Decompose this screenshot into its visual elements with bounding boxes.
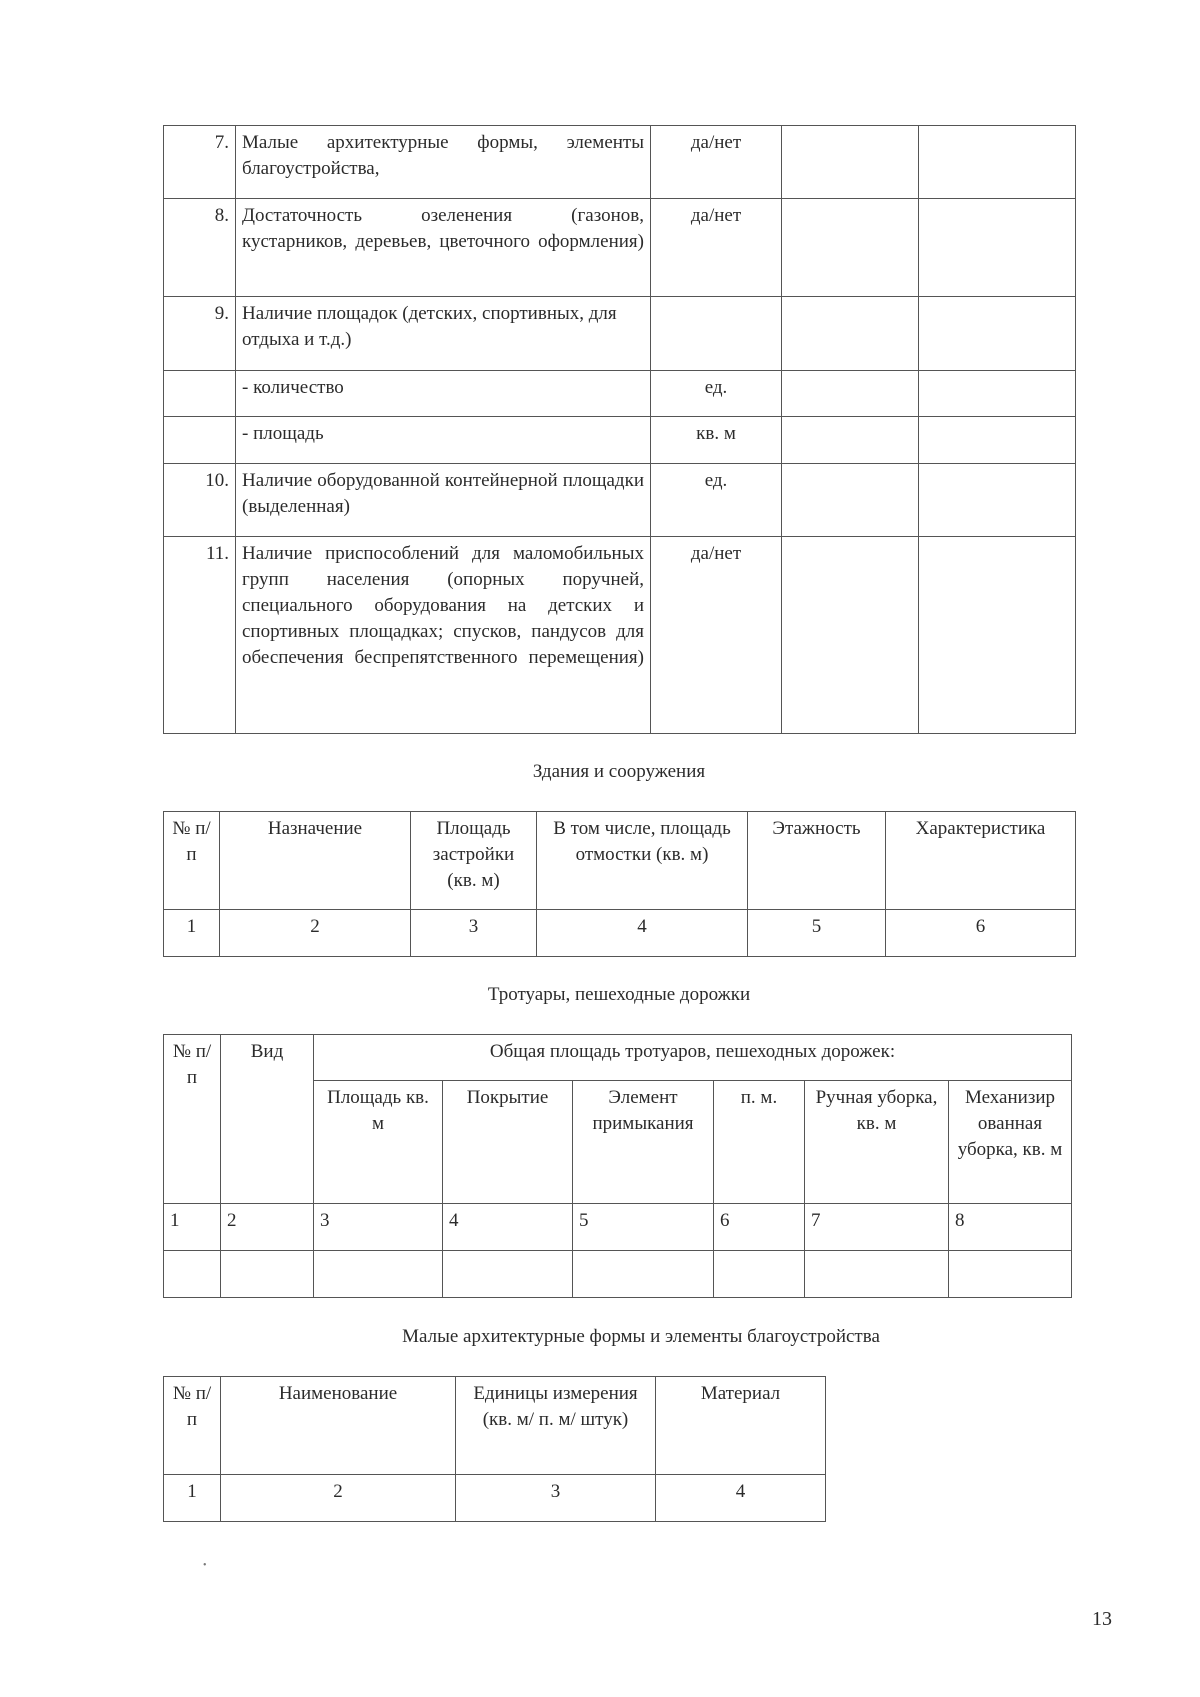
col-header: Вид [221,1035,314,1204]
empty-cell [782,297,919,371]
table-header-row [164,812,1076,910]
row-text: Наличие площадок (детских, спортивных, для отдыха и т.д.) [236,297,651,371]
col-number: 4 [443,1204,573,1251]
col-number: 6 [714,1204,805,1251]
table-row [164,199,1076,297]
col-header: Площадь застройки (кв. м) [411,812,537,910]
empty-cell [164,1251,221,1298]
empty-cell [919,537,1076,734]
empty-cell [782,464,919,537]
empty-cell [782,199,919,297]
col-number: 7 [805,1204,949,1251]
row-text: Наличие приспособлений для маломобильных групп населения (опорных поручней, специального оборудования на детских и спортивных площадках; спусков, пандусов для обеспечения беспрепятственного перемещения) [236,537,651,734]
table-row [164,1251,1072,1298]
row-text: Достаточность озеленения (газонов, кустарников, деревьев, цветочного оформления) [236,199,651,297]
col-number: 8 [949,1204,1072,1251]
col-header: Характеристика [886,812,1076,910]
col-header: Площадь кв. м [314,1081,443,1204]
table-row [164,297,1076,371]
empty-cell [949,1251,1072,1298]
col-header: Ручная уборка, кв. м [805,1081,949,1204]
col-number: 4 [656,1475,826,1522]
col-number: 5 [573,1204,714,1251]
col-header: Элемент примыкания [573,1081,714,1204]
col-number: 4 [537,910,748,957]
col-header: № п/п [164,812,220,910]
col-number: 2 [221,1475,456,1522]
row-text: - количество [236,371,651,417]
col-header: № п/п [164,1035,221,1204]
table-row [164,537,1076,734]
col-header: Единицы измерения (кв. м/ п. м/ штук) [456,1377,656,1475]
empty-cell [782,126,919,199]
row-text: - площадь [236,417,651,464]
empty-cell [919,126,1076,199]
table-row [164,371,1076,417]
row-number: 10. [164,464,236,537]
table-row [164,1475,826,1522]
col-header: Материал [656,1377,826,1475]
row-unit: да/нет [651,537,782,734]
table-header-row [164,1377,826,1475]
table-row [164,126,1076,199]
col-header: Механизир ованная уборка, кв. м [949,1081,1072,1204]
scan-mark: • [203,1560,207,1571]
row-number [164,417,236,464]
col-number: 3 [411,910,537,957]
empty-cell [573,1251,714,1298]
empty-cell [919,297,1076,371]
col-number: 6 [886,910,1076,957]
col-header: № п/п [164,1377,221,1475]
empty-cell [782,371,919,417]
empty-cell [221,1251,314,1298]
empty-cell [443,1251,573,1298]
col-number: 3 [314,1204,443,1251]
checklist-table [163,125,1076,734]
buildings-table [163,811,1076,957]
table-row [164,910,1076,957]
col-number: 3 [456,1475,656,1522]
row-unit: кв. м [651,417,782,464]
sidewalks-table [163,1034,1072,1298]
table-row [164,1204,1072,1251]
row-text: Наличие оборудованной контейнерной площадки (выделенная) [236,464,651,537]
col-number: 1 [164,910,220,957]
row-unit: да/нет [651,199,782,297]
empty-cell [805,1251,949,1298]
buildings-heading: Здания и сооружения [532,761,706,782]
empty-cell [782,417,919,464]
row-text: Малые архитектурные формы, элементы благоустройства, [236,126,651,199]
row-unit: ед. [651,371,782,417]
empty-cell [919,417,1076,464]
col-number: 1 [164,1204,221,1251]
row-unit [651,297,782,371]
col-number: 2 [220,910,411,957]
col-header: Назначение [220,812,411,910]
table-row [164,417,1076,464]
sidewalks-heading: Тротуары, пешеходные дорожки [487,984,751,1005]
row-unit: ед. [651,464,782,537]
empty-cell [314,1251,443,1298]
row-number [164,371,236,417]
col-header: Наименование [221,1377,456,1475]
group-header: Общая площадь тротуаров, пешеходных дорожек: [314,1035,1072,1081]
col-header: Этажность [748,812,886,910]
small-forms-table [163,1376,826,1522]
col-header: В том числе, площадь отмостки (кв. м) [537,812,748,910]
col-number: 1 [164,1475,221,1522]
empty-cell [782,537,919,734]
empty-cell [919,371,1076,417]
empty-cell [919,464,1076,537]
small-forms-heading: Малые архитектурные формы и элементы благоустройства [402,1326,880,1347]
col-number: 5 [748,910,886,957]
col-header: п. м. [714,1081,805,1204]
row-number: 7. [164,126,236,199]
col-header: Покрытие [443,1081,573,1204]
page-number: 13 [1092,1608,1112,1630]
row-number: 11. [164,537,236,734]
table-row [164,464,1076,537]
row-number: 9. [164,297,236,371]
table-header-row [164,1035,1072,1081]
empty-cell [714,1251,805,1298]
row-unit: да/нет [651,126,782,199]
col-number: 2 [221,1204,314,1251]
row-number: 8. [164,199,236,297]
empty-cell [919,199,1076,297]
